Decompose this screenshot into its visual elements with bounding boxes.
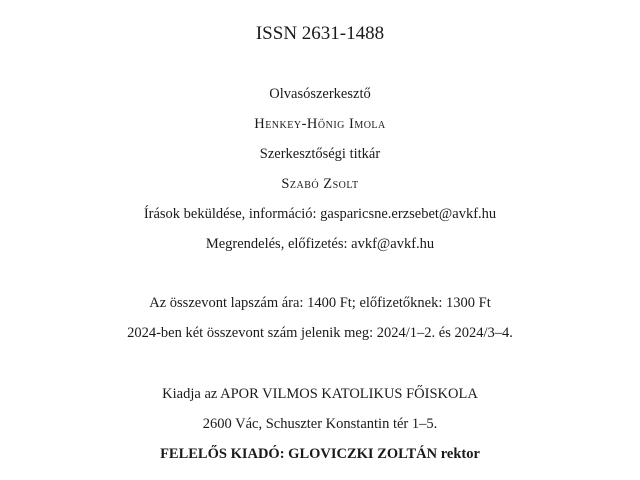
secretary-role: Szerkesztőségi titkár <box>259 146 381 162</box>
issue-price: Az összevont lapszám ára: 1400 Ft; előfizetőknek: 1300 Ft <box>149 295 491 311</box>
publisher-line: Kiadja az APOR VILMOS KATOLIKUS FŐISKOLA <box>162 386 478 402</box>
publisher-address: 2600 Vác, Schuszter Konstantin tér 1–5. <box>202 416 438 432</box>
issn-number: ISSN 2631-1488 <box>255 23 385 44</box>
reader-editor-role: Olvasószerkesztő <box>269 86 371 102</box>
responsible-publisher: FELELŐS KIADÓ: GLOVICZKI ZOLTÁN rektor <box>160 446 480 462</box>
reader-editor-name: Henkey-Hőnig Imola <box>254 116 386 132</box>
secretary-name: Szabó Zsolt <box>281 176 359 192</box>
issues-2024-note: 2024-ben két összevont szám jelenik meg: 2024/1–2. és 2024/3–4. <box>127 325 513 341</box>
submissions-contact: Írások beküldése, információ: gasparicsne.erzsebet@avkf.hu <box>143 206 497 222</box>
orders-contact: Megrendelés, előfizetés: avkf@avkf.hu <box>205 236 435 252</box>
